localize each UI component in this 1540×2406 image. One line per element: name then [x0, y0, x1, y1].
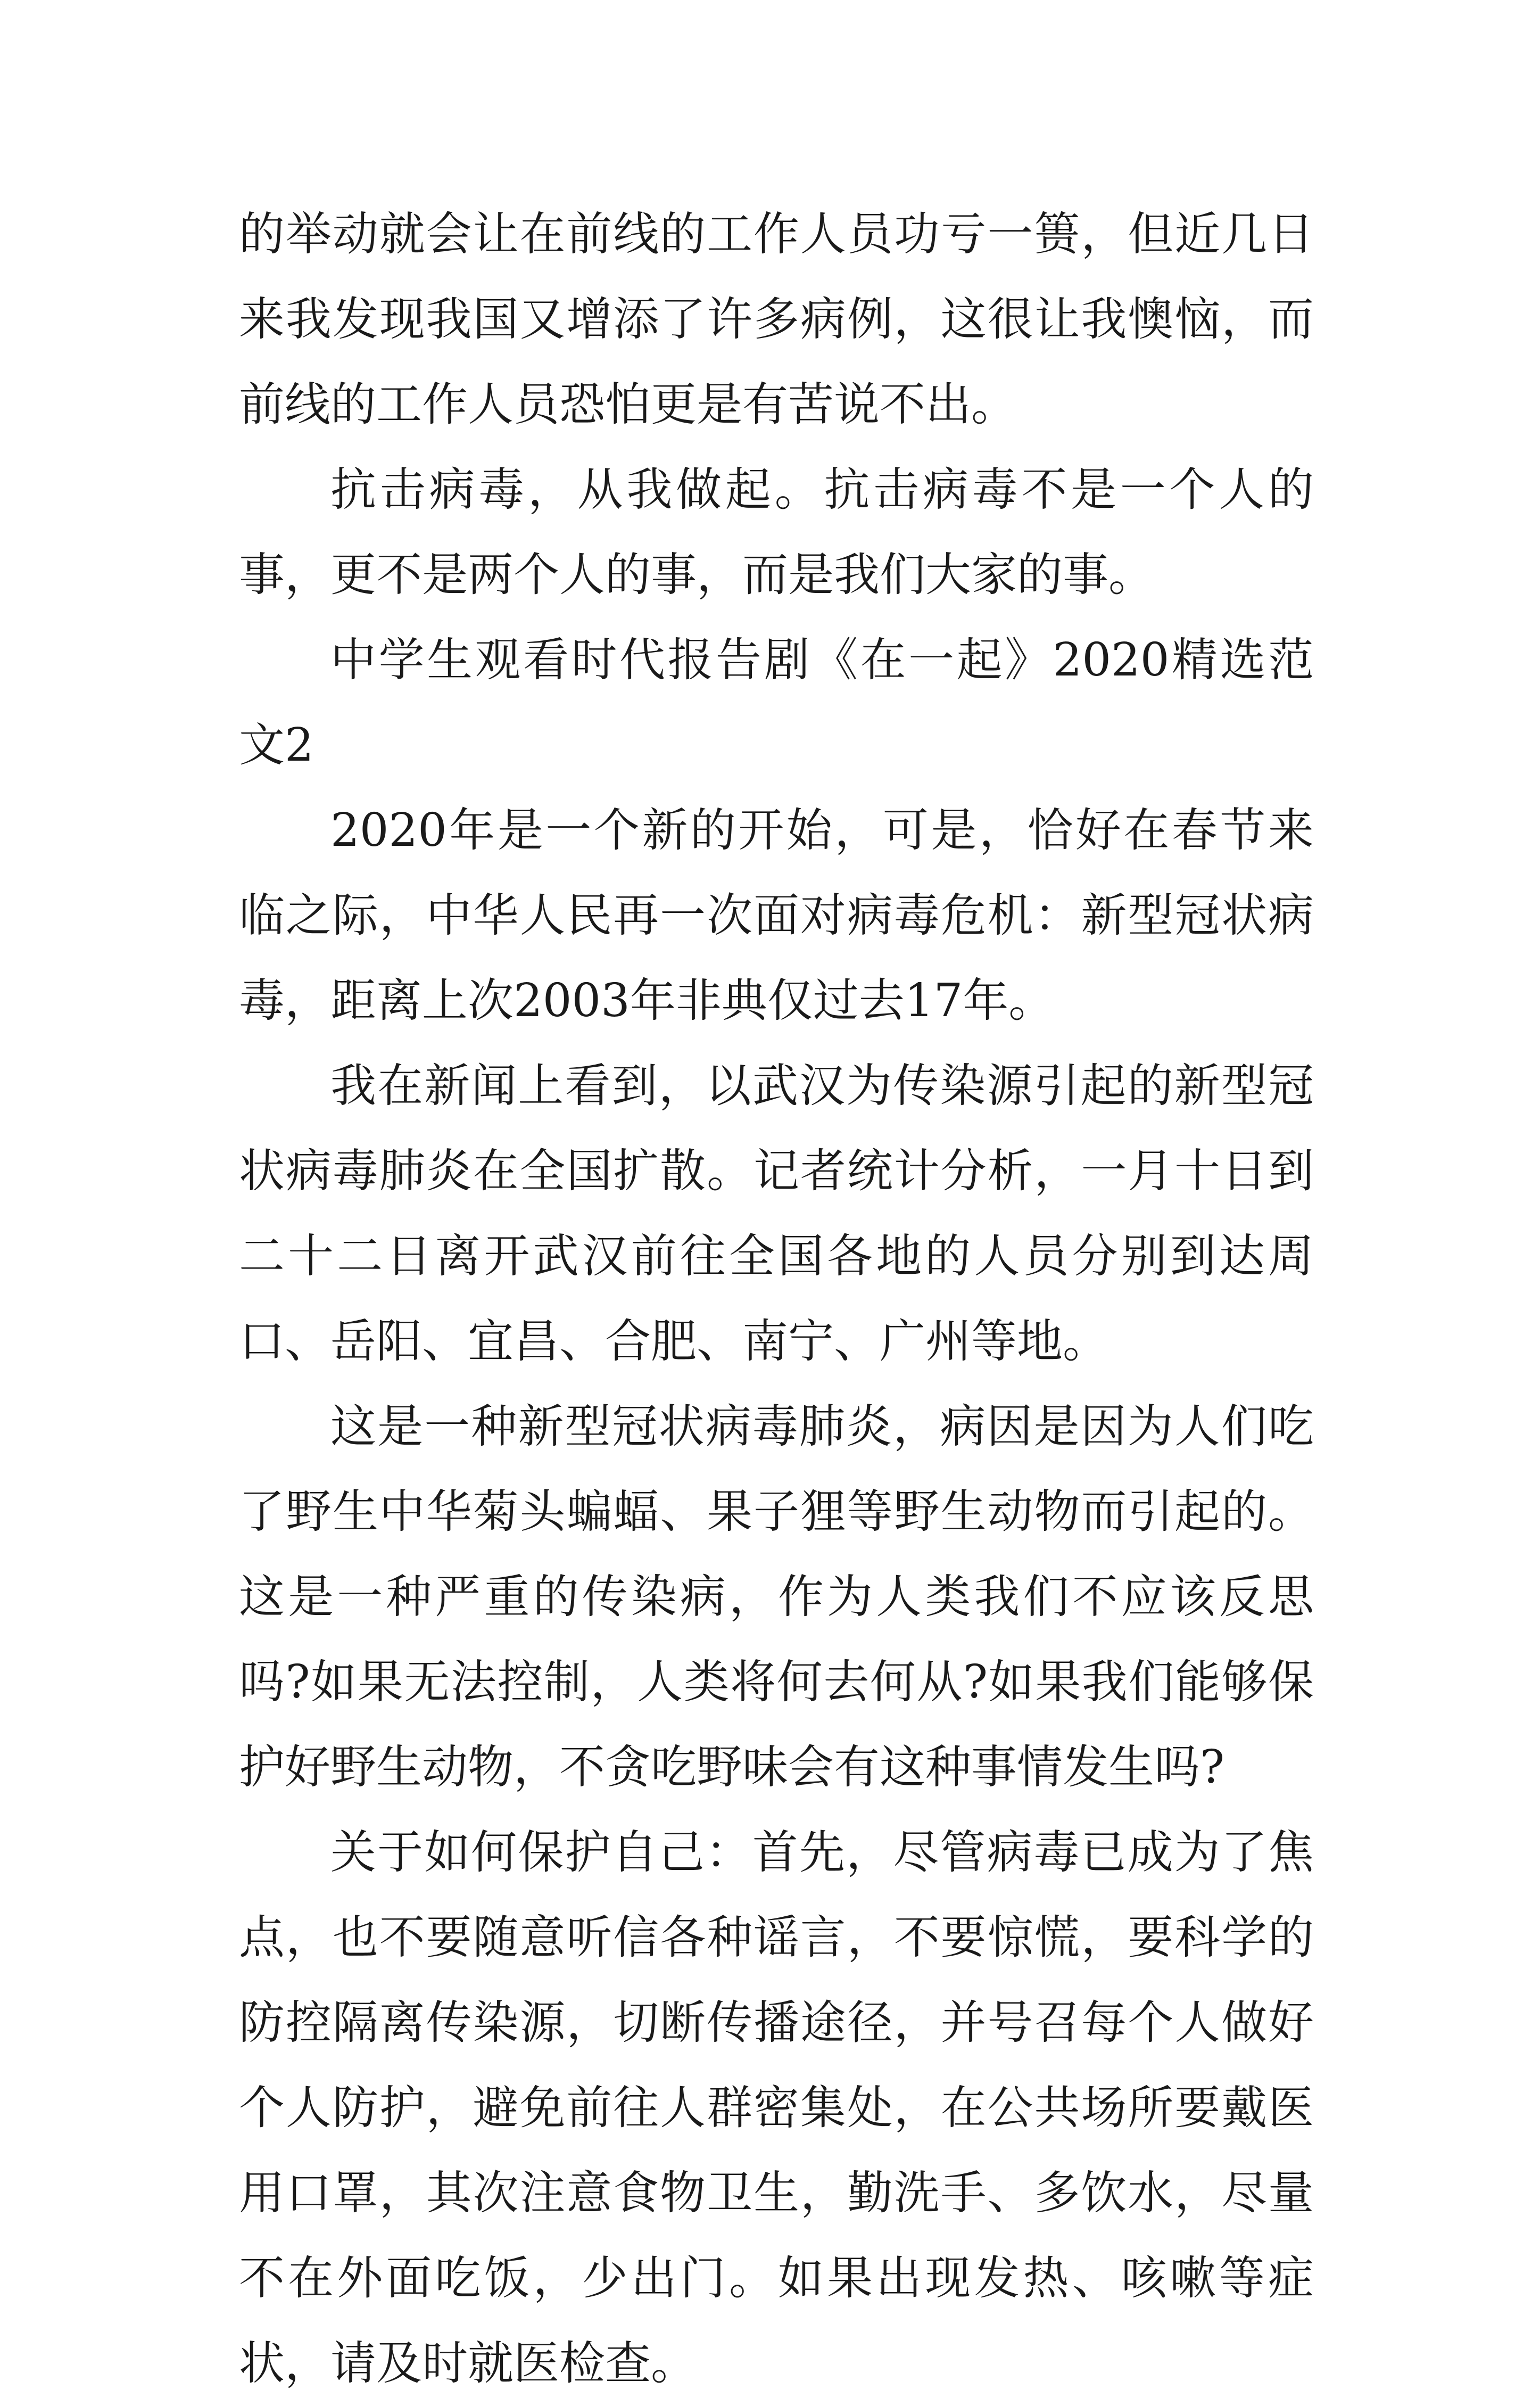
paragraph-1: 的举动就会让在前线的工作人员功亏一篑，但近几日来我发现我国又增添了许多病例，这很让我懊恼，而前线的工作人员恐怕更是有苦说不出。 [239, 208, 1314, 431]
paragraph-2: 抗击病毒，从我做起。抗击病毒不是一个人的事，更不是两个人的事，而是我们大家的事。 [239, 463, 1314, 602]
paragraph-6: 关于如何保护自己：首先，尽管病毒已成为了焦点，也不要随意听信各种谣言，不要惊慌，要科学的防控隔离传染源，切断传播途径，并号召每个人做好个人防护，避免前往人群密集处，在公共场所要戴医用口罩，其次注意食物卫生，勤洗手、多饮水，尽量不在外面吃饭，少出门。如果出现发热、咳嗽等症状，请及时就医检查。 [239, 1826, 1314, 2390]
paragraph-5: 这是一种新型冠状病毒肺炎，病因是因为人们吃了野生中华菊头蝙蝠、果子狸等野生动物而引起的。这是一种严重的传染病，作为人类我们不应该反思吗?如果无法控制，人类将何去何从?如果我们能够保护好野生动物，不贪吃野味会有这种事情发生吗? [239, 1400, 1314, 1794]
document-body [239, 192, 1314, 2406]
paragraph-3: 2020年是一个新的开始，可是，恰好在春节来临之际，中华人民再一次面对病毒危机：新型冠状病毒，距离上次2003年非典仅过去17年。 [239, 804, 1314, 1027]
paragraph-4: 我在新闻上看到，以武汉为传染源引起的新型冠状病毒肺炎在全国扩散。记者统计分析，一月十日到二十二日离开武汉前往全国各地的人员分别到达周口、岳阳、宜昌、合肥、南宁、广州等地。 [239, 1059, 1314, 1368]
section-heading: 中学生观看时代报告剧《在一起》2020精选范文2 [239, 633, 1314, 772]
